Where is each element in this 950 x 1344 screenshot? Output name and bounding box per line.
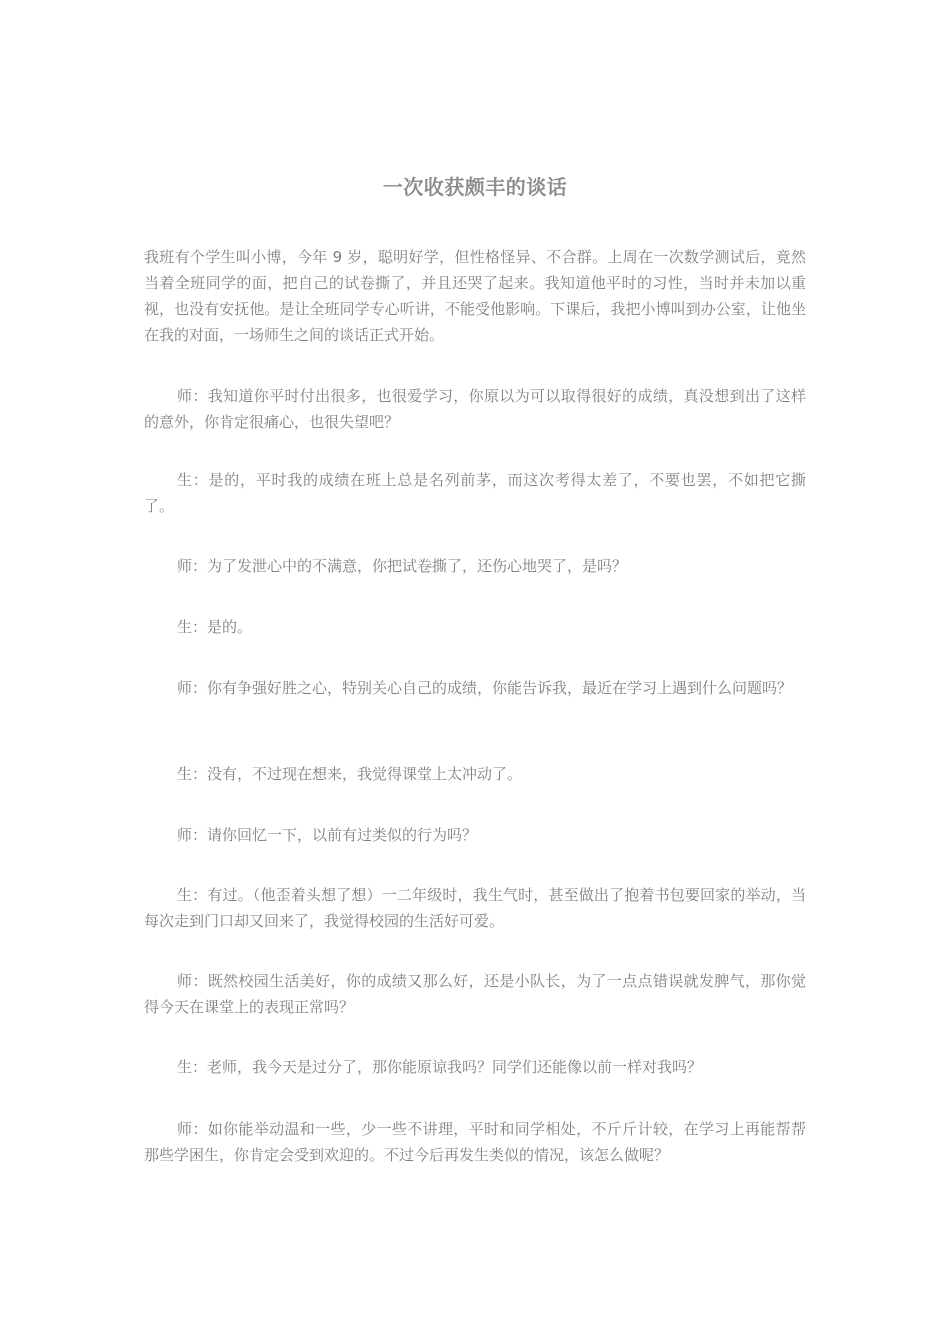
dialogue-line: 师：为了发泄心中的不满意，你把试卷撕了，还伤心地哭了，是吗？ bbox=[177, 557, 628, 575]
dialogue-line: 师：我知道你平时付出很多，也很爱学习，你原以为可以取得很好的成绩，真没想到出了这样的意外，你肯定很痛心，也很失望吧？ bbox=[144, 387, 806, 431]
dialogue-line: 师：既然校园生活美好，你的成绩又那么好，还是小队长，为了一点点错误就发脾气，那你觉得今天在课堂上的表现正常吗？ bbox=[144, 972, 806, 1016]
intro-paragraph: 我班有个学生叫小博，今年 9 岁，聪明好学，但性格怪异、不合群。上周在一次数学测试后，竟然当着全班同学的面，把自己的试卷撕了，并且还哭了起来。我知道他平时的习性，当时并未加以重视，也没有安抚他。是让全班同学专心听讲，不能受他影响。下课后，我把小博叫到办公室，让他坐在我的对面，一场师生之间的谈话正式开始。 bbox=[144, 248, 806, 344]
dialogue-line: 师：如你能举动温和一些，少一些不讲理，平时和同学相处，不斤斤计较，在学习上再能帮帮那些学困生，你肯定会受到欢迎的。不过今后再发生类似的情况，该怎么做呢？ bbox=[144, 1120, 806, 1164]
dialogue-line: 生：是的，平时我的成绩在班上总是名列前茅，而这次考得太差了，不要也罢，不如把它撕了。 bbox=[144, 471, 806, 515]
dialogue-line: 生：是的。 bbox=[177, 618, 253, 636]
dialogue-line: 生：没有，不过现在想来，我觉得课堂上太冲动了。 bbox=[177, 765, 523, 783]
dialogue-line: 师：请你回忆一下，以前有过类似的行为吗？ bbox=[177, 826, 478, 844]
dialogue-line: 师：你有争强好胜之心，特别关心自己的成绩，你能告诉我，最近在学习上遇到什么问题吗？ bbox=[177, 679, 793, 697]
document-title: 一次收获颇丰的谈话 bbox=[382, 175, 568, 199]
dialogue-line: 生：老师，我今天是过分了，那你能原谅我吗？同学们还能像以前一样对我吗？ bbox=[177, 1058, 703, 1076]
dialogue-line: 生：有过。（他歪着头想了想）一二年级时，我生气时，甚至做出了抱着书包要回家的举动，当每次走到门口却又回来了，我觉得校园的生活好可爱。 bbox=[144, 886, 806, 930]
